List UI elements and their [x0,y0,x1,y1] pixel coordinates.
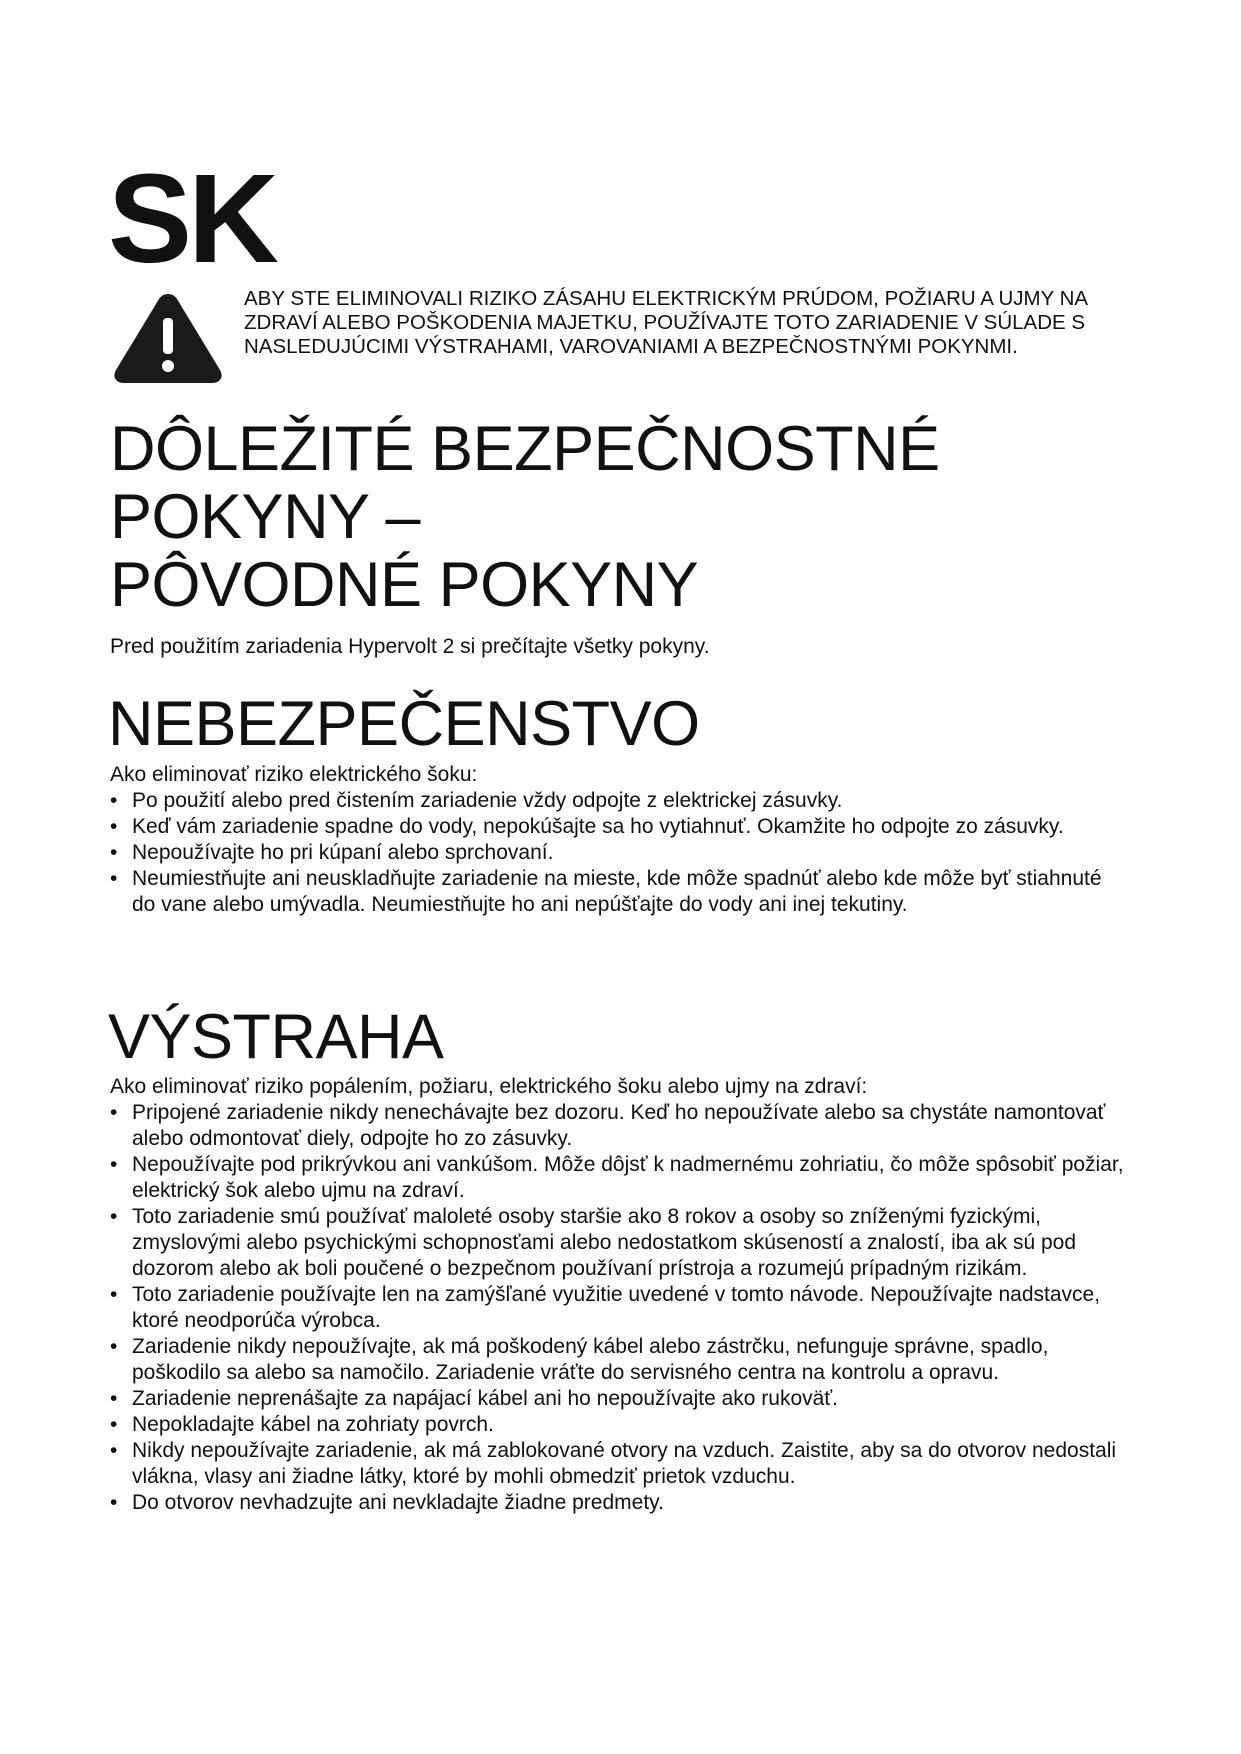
title-line: DÔLEŽITÉ BEZPEČNOSTNÉ [110,414,940,484]
warning-intro: Ako eliminovať riziko popálením, požiaru, elektrického šoku alebo ujmy na zdraví: [110,1075,868,1098]
warning-section [110,1074,1130,1516]
page-title [110,415,940,619]
danger-list [110,788,1130,918]
danger-intro: Ako eliminovať riziko elektrického šoku: [110,763,478,786]
list-item: • Zariadenie nikdy nepoužívajte, ak má poškodený kábel alebo zástrčku, nefunguje správne, spadlo, poškodilo sa alebo sa namočilo. Zariadenie vráťte do servisného centra na kontrolu a opravu. [110,1334,1130,1386]
warning-list [110,1100,1130,1516]
list-item: • Neumiestňujte ani neuskladňujte zariadenie na mieste, kde môže spadnúť alebo kde môže byť stiahnuté do vane alebo umývadla. Neumiestňujte ho ani nepúšťajte do vody ani inej tekutiny. [110,866,1130,918]
list-item: • Nikdy nepoužívajte zariadenie, ak má zablokované otvory na vzduch. Zaistite, aby sa do otvorov nedostali vlákna, vlasy ani žiadne látky, ktoré by mohli obmedziť prietok vzduchu. [110,1438,1130,1490]
danger-section [110,762,1130,918]
list-item: • Keď vám zariadenie spadne do vody, nepokúšajte sa ho vytiahnuť. Okamžite ho odpojte zo zásuvky. [110,814,1130,840]
safety-warning-notice [112,287,1112,390]
list-item: • Pripojené zariadenie nikdy nenechávajte bez dozoru. Keď ho nepoužívate alebo sa chystáte namontovať alebo odmontovať diely, odpojte ho zo zásuvky. [110,1100,1130,1152]
intro-text: Pred použitím zariadenia Hypervolt 2 si prečítajte všetky pokyny. [110,635,710,658]
warning-notice-text: ABY STE ELIMINOVALI RIZIKO ZÁSAHU ELEKTRICKÝM PRÚDOM, POŽIARU A UJMY NA ZDRAVÍ ALEBO POŠKODENIA MAJETKU, POUŽÍVAJTE TOTO ZARIADENIE V SÚLADE S NASLEDUJÚCIMI VÝSTRAHAMI, VAROVANIAMI A BEZPEČNOSTNÝMI POKYNMI. [244,287,1087,358]
warning-triangle-icon [112,290,224,385]
list-item: • Po použití alebo pred čistením zariadenie vždy odpojte z elektrickej zásuvky. [110,788,1130,814]
list-item: • Nepoužívajte pod prikrývkou ani vankúšom. Môže dôjsť k nadmernému zohriatiu, čo môže spôsobiť požiar, elektrický šok alebo ujmu na zdraví. [110,1152,1130,1204]
list-item: • Nepokladajte kábel na zohriaty povrch. [110,1412,1130,1438]
list-item: • Toto zariadenie používajte len na zamýšľané využitie uvedené v tomto návode. Nepoužívajte nadstavce, ktoré neodporúča výrobca. [110,1282,1130,1334]
list-item: • Toto zariadenie smú používať maloleté osoby staršie ako 8 rokov a osoby so zníženými fyzickými, zmyslovými alebo psychickými schopnosťami alebo nedostatkom skúseností a znalostí, iba ak sú pod dozorom alebo ak boli poučené o bezpečnom používaní prístroja a rozumejú prípadným rizikám. [110,1204,1130,1282]
title-line: PÔVODNÉ POKYNY [110,550,699,620]
title-line: POKYNY – [110,482,420,552]
language-code: SK [108,148,276,289]
list-item: • Zariadenie neprenášajte za napájací kábel ani ho nepoužívajte ako rukoväť. [110,1386,1130,1412]
danger-heading: NEBEZPEČENSTVO [108,689,700,759]
warning-heading: VÝSTRAHA [108,1002,444,1072]
list-item: • Nepoužívajte ho pri kúpaní alebo sprchovaní. [110,840,1130,866]
list-item: • Do otvorov nevhadzujte ani nevkladajte žiadne predmety. [110,1490,1130,1516]
